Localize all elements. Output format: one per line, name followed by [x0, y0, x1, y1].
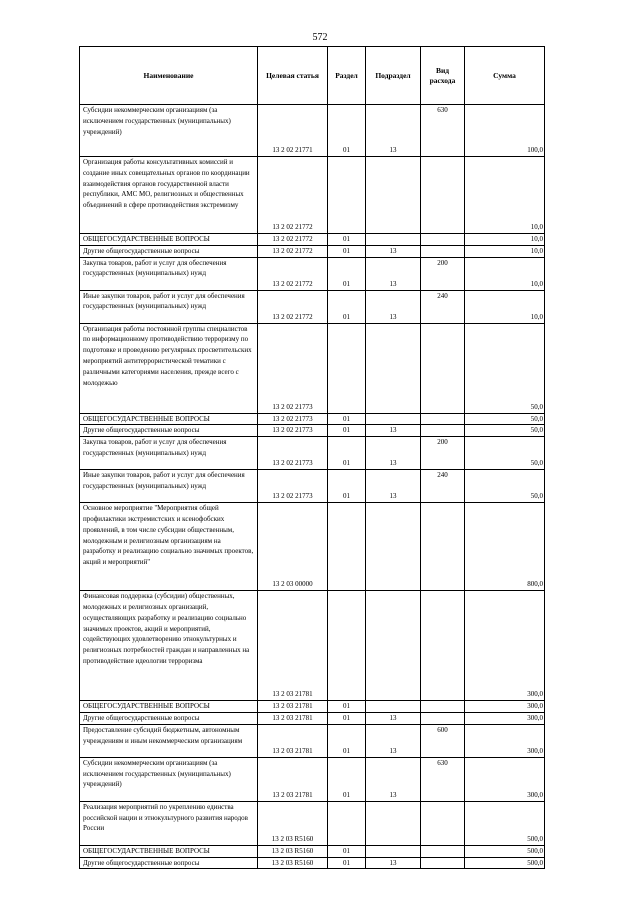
cell-sum: 300,0	[465, 591, 545, 701]
cell-exp-type	[421, 245, 465, 257]
cell-subsection	[366, 591, 421, 701]
cell-target: 13 2 02 21772	[258, 157, 328, 234]
header-name: Наименование	[80, 47, 258, 105]
cell-name: Другие общегосударственные вопросы	[80, 245, 258, 257]
cell-section: 01	[328, 757, 366, 801]
cell-name: Другие общегосударственные вопросы	[80, 857, 258, 869]
table-row	[80, 470, 545, 503]
cell-sum: 500,0	[465, 845, 545, 857]
cell-exp-type	[421, 857, 465, 869]
cell-subsection: 13	[366, 712, 421, 724]
cell-target: 13 2 02 21773	[258, 425, 328, 437]
cell-subsection: 13	[366, 857, 421, 869]
cell-subsection	[366, 801, 421, 845]
table-row	[80, 413, 545, 425]
cell-subsection	[366, 845, 421, 857]
page-number: 572	[312, 32, 328, 43]
cell-exp-type: 200	[421, 257, 465, 290]
cell-exp-type	[421, 845, 465, 857]
cell-name: Реализация мероприятий по укреплению единства российской нации и этнокультурного развития народов России	[80, 801, 258, 845]
cell-subsection: 13	[366, 437, 421, 470]
cell-section: 01	[328, 234, 366, 246]
cell-sum: 300,0	[465, 757, 545, 801]
cell-section	[328, 323, 366, 413]
cell-exp-type	[421, 701, 465, 713]
cell-exp-type: 240	[421, 290, 465, 323]
table-row	[80, 503, 545, 591]
cell-name: Субсидии некоммерческим организациям (за исключением государственных (муниципальных) учреждений)	[80, 105, 258, 157]
cell-section	[328, 503, 366, 591]
cell-exp-type	[421, 591, 465, 701]
cell-name: Иные закупки товаров, работ и услуг для обеспечения государственных (муниципальных) нужд	[80, 290, 258, 323]
cell-subsection: 13	[366, 245, 421, 257]
cell-target: 13 2 03 R5160	[258, 857, 328, 869]
cell-section: 01	[328, 105, 366, 157]
cell-target: 13 2 03 21781	[258, 701, 328, 713]
cell-exp-type	[421, 503, 465, 591]
cell-exp-type: 630	[421, 105, 465, 157]
cell-target: 13 2 03 21781	[258, 757, 328, 801]
cell-target: 13 2 03 R5160	[258, 801, 328, 845]
cell-section: 01	[328, 470, 366, 503]
cell-sum: 300,0	[465, 712, 545, 724]
table-row	[80, 437, 545, 470]
cell-sum: 10,0	[465, 257, 545, 290]
cell-target: 13 2 02 21773	[258, 470, 328, 503]
cell-name: ОБЩЕГОСУДАРСТВЕННЫЕ ВОПРОСЫ	[80, 845, 258, 857]
cell-sum: 50,0	[465, 413, 545, 425]
cell-subsection: 13	[366, 724, 421, 757]
cell-target: 13 2 03 R5160	[258, 845, 328, 857]
cell-exp-type: 240	[421, 470, 465, 503]
cell-name: Организация работы консультативных комиссий и создание иных совещательных органов по координации взаимодействия органов государственной власти республики, АМС МО, религиозных и общественных объединений в сфере противодействия экстремизму	[80, 157, 258, 234]
table-row	[80, 323, 545, 413]
cell-exp-type: 600	[421, 724, 465, 757]
cell-name: Другие общегосударственные вопросы	[80, 712, 258, 724]
cell-name: Субсидии некоммерческим организациям (за исключением государственных (муниципальных) учреждений)	[80, 757, 258, 801]
header-row	[80, 47, 545, 105]
header-exp-type: Вид расхода	[421, 47, 465, 105]
cell-subsection	[366, 157, 421, 234]
cell-sum: 10,0	[465, 157, 545, 234]
cell-section: 01	[328, 845, 366, 857]
cell-exp-type	[421, 413, 465, 425]
cell-sum: 800,0	[465, 503, 545, 591]
table-row	[80, 857, 545, 869]
table-row	[80, 105, 545, 157]
table-row	[80, 724, 545, 757]
cell-name: Закупка товаров, работ и услуг для обеспечения государственных (муниципальных) нужд	[80, 257, 258, 290]
table-row	[80, 712, 545, 724]
cell-subsection	[366, 503, 421, 591]
cell-exp-type: 200	[421, 437, 465, 470]
cell-section: 01	[328, 245, 366, 257]
cell-section: 01	[328, 425, 366, 437]
cell-name: ОБЩЕГОСУДАРСТВЕННЫЕ ВОПРОСЫ	[80, 234, 258, 246]
cell-sum: 300,0	[465, 701, 545, 713]
cell-section	[328, 801, 366, 845]
cell-subsection: 13	[366, 105, 421, 157]
cell-sum: 300,0	[465, 724, 545, 757]
table-row	[80, 290, 545, 323]
cell-name: Финансовая поддержка (субсидии) общественных, молодежных и религиозных организаций, осуществляющих разработку и реализацию социально значимых проектов, акций и мероприятий, содействующих удовлетворению этнокультурных и религиозных потребностей граждан и направленных на противодействие идеологии терроризма	[80, 591, 258, 701]
cell-sum: 50,0	[465, 437, 545, 470]
table-row	[80, 234, 545, 246]
table-body	[80, 105, 545, 869]
cell-subsection: 13	[366, 257, 421, 290]
cell-section: 01	[328, 857, 366, 869]
cell-exp-type	[421, 323, 465, 413]
cell-sum: 50,0	[465, 323, 545, 413]
cell-sum: 10,0	[465, 234, 545, 246]
cell-section: 01	[328, 724, 366, 757]
cell-target: 13 2 02 21772	[258, 245, 328, 257]
table-row	[80, 157, 545, 234]
cell-subsection	[366, 234, 421, 246]
header-subsection: Подраздел	[366, 47, 421, 105]
cell-exp-type	[421, 157, 465, 234]
cell-section: 01	[328, 701, 366, 713]
cell-section	[328, 157, 366, 234]
cell-name: Закупка товаров, работ и услуг для обеспечения государственных (муниципальных) нужд	[80, 437, 258, 470]
cell-sum: 100,0	[465, 105, 545, 157]
cell-exp-type	[421, 425, 465, 437]
header-target: Целевая статья	[258, 47, 328, 105]
cell-name: Иные закупки товаров, работ и услуг для обеспечения государственных (муниципальных) нужд	[80, 470, 258, 503]
cell-target: 13 2 03 21781	[258, 724, 328, 757]
cell-target: 13 2 02 21773	[258, 323, 328, 413]
table-row	[80, 591, 545, 701]
budget-table	[79, 46, 545, 869]
cell-subsection: 13	[366, 470, 421, 503]
table-row	[80, 845, 545, 857]
cell-section: 01	[328, 712, 366, 724]
cell-exp-type	[421, 712, 465, 724]
header-sum: Сумма	[465, 47, 545, 105]
cell-section: 01	[328, 290, 366, 323]
table-row	[80, 801, 545, 845]
cell-name: Основное мероприятие "Мероприятия общей профилактики экстремистских и ксенофобских проявлений, в том числе субсидии общественным, молодежным и религиозным организациям на разработку и реализацию социально значимых проектов, акций и мероприятий"	[80, 503, 258, 591]
cell-name: Организация работы постоянной группы специалистов по информационному противодействию терроризму по подготовке и проведению регулярных просветительских мероприятий антитеррористической тематики с различными категориями населения, прежде всего с молодежью	[80, 323, 258, 413]
cell-section	[328, 591, 366, 701]
cell-name: ОБЩЕГОСУДАРСТВЕННЫЕ ВОПРОСЫ	[80, 701, 258, 713]
cell-subsection: 13	[366, 425, 421, 437]
cell-target: 13 2 02 21771	[258, 105, 328, 157]
cell-target: 13 2 02 21773	[258, 413, 328, 425]
table-row	[80, 425, 545, 437]
cell-target: 13 2 03 00000	[258, 503, 328, 591]
cell-exp-type: 630	[421, 757, 465, 801]
cell-sum: 500,0	[465, 801, 545, 845]
cell-target: 13 2 02 21772	[258, 257, 328, 290]
cell-target: 13 2 03 21781	[258, 712, 328, 724]
cell-sum: 500,0	[465, 857, 545, 869]
cell-subsection	[366, 701, 421, 713]
table-row	[80, 757, 545, 801]
cell-section: 01	[328, 257, 366, 290]
table-row	[80, 701, 545, 713]
cell-sum: 10,0	[465, 290, 545, 323]
cell-subsection: 13	[366, 290, 421, 323]
table-row	[80, 245, 545, 257]
cell-subsection: 13	[366, 757, 421, 801]
cell-target: 13 2 03 21781	[258, 591, 328, 701]
cell-name: Предоставление субсидий бюджетным, автономным учреждениям и иным некоммерческим организациям	[80, 724, 258, 757]
cell-subsection	[366, 413, 421, 425]
cell-section: 01	[328, 413, 366, 425]
cell-sum: 10,0	[465, 245, 545, 257]
cell-exp-type	[421, 801, 465, 845]
cell-target: 13 2 02 21773	[258, 437, 328, 470]
cell-subsection	[366, 323, 421, 413]
cell-section: 01	[328, 437, 366, 470]
cell-exp-type	[421, 234, 465, 246]
table-row	[80, 257, 545, 290]
cell-name: ОБЩЕГОСУДАРСТВЕННЫЕ ВОПРОСЫ	[80, 413, 258, 425]
cell-sum: 50,0	[465, 470, 545, 503]
cell-name: Другие общегосударственные вопросы	[80, 425, 258, 437]
cell-sum: 50,0	[465, 425, 545, 437]
header-section: Раздел	[328, 47, 366, 105]
cell-target: 13 2 02 21772	[258, 290, 328, 323]
cell-target: 13 2 02 21772	[258, 234, 328, 246]
